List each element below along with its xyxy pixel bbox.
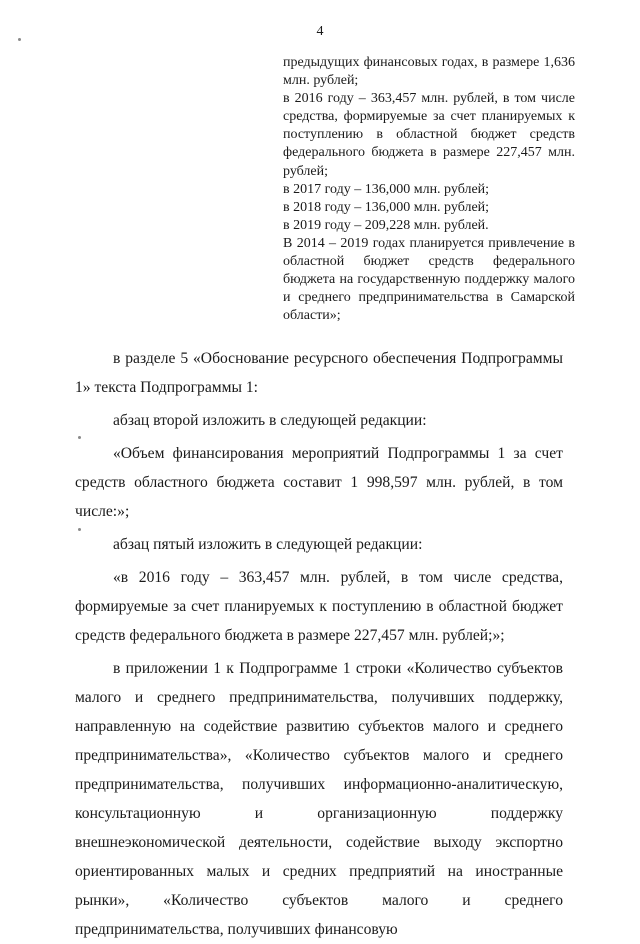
quote-line: В 2014 – 2019 годах планируется привлечение в областной бюджет средств федерального бюджета на государственную поддержку малого и среднего предпринимательства в Самарской области»; [283,235,575,324]
quoted-amendment-text [283,54,575,325]
paragraph: в приложении 1 к Подпрограмме 1 строки «Количество субъектов малого и среднего предпринимательства, получивших поддержку, направленную на содействие развитию субъектов малого и среднего предпринимательства», «Количество субъектов малого и среднего предпринимательства, получивших информационно-аналитическую, консультационную и организационную поддержку внешнеэкономической деятельности, содействие выходу экспортно ориентированных малых и средних предприятий на иностранные рынки», «Количество субъектов малого и среднего предпринимательства, получивших финансовую [75,660,563,938]
quote-line: в 2018 году – 136,000 млн. рублей; [283,199,490,215]
quote-line: предыдущих финансовых годах, в размере 1,636 млн. рублей; [283,55,575,89]
quote-line: в 2017 году – 136,000 млн. рублей; [283,181,490,197]
paragraph: «Объем финансирования мероприятий Подпрограммы 1 за счет средств областного бюджета составит 1 998,597 млн. рублей, в том числе:»; [75,445,563,520]
document-body [75,344,563,944]
quote-line: в 2016 году – 363,457 млн. рублей, в том числе средства, формируемые за счет планируемых к поступлению в областной бюджет средств федерального бюджета в размере 227,457 млн. рублей; [283,91,575,179]
scan-speck [18,38,21,41]
paragraph: абзац пятый изложить в следующей редакции: [113,536,423,553]
paragraph: «в 2016 году – 363,457 млн. рублей, в том числе средства, формируемые за счет планируемых к поступлению в областной бюджет средств федерального бюджета в размере 227,457 млн. рублей;»; [75,569,563,644]
quote-line: в 2019 году – 209,228 млн. рублей. [283,217,489,233]
page-number: 4 [316,24,324,39]
paragraph: абзац второй изложить в следующей редакции: [113,412,427,429]
paragraph: в разделе 5 «Обоснование ресурсного обеспечения Подпрограммы 1» текста Подпрограммы 1: [75,350,563,396]
scan-speck [78,528,81,531]
scan-speck [78,436,81,439]
